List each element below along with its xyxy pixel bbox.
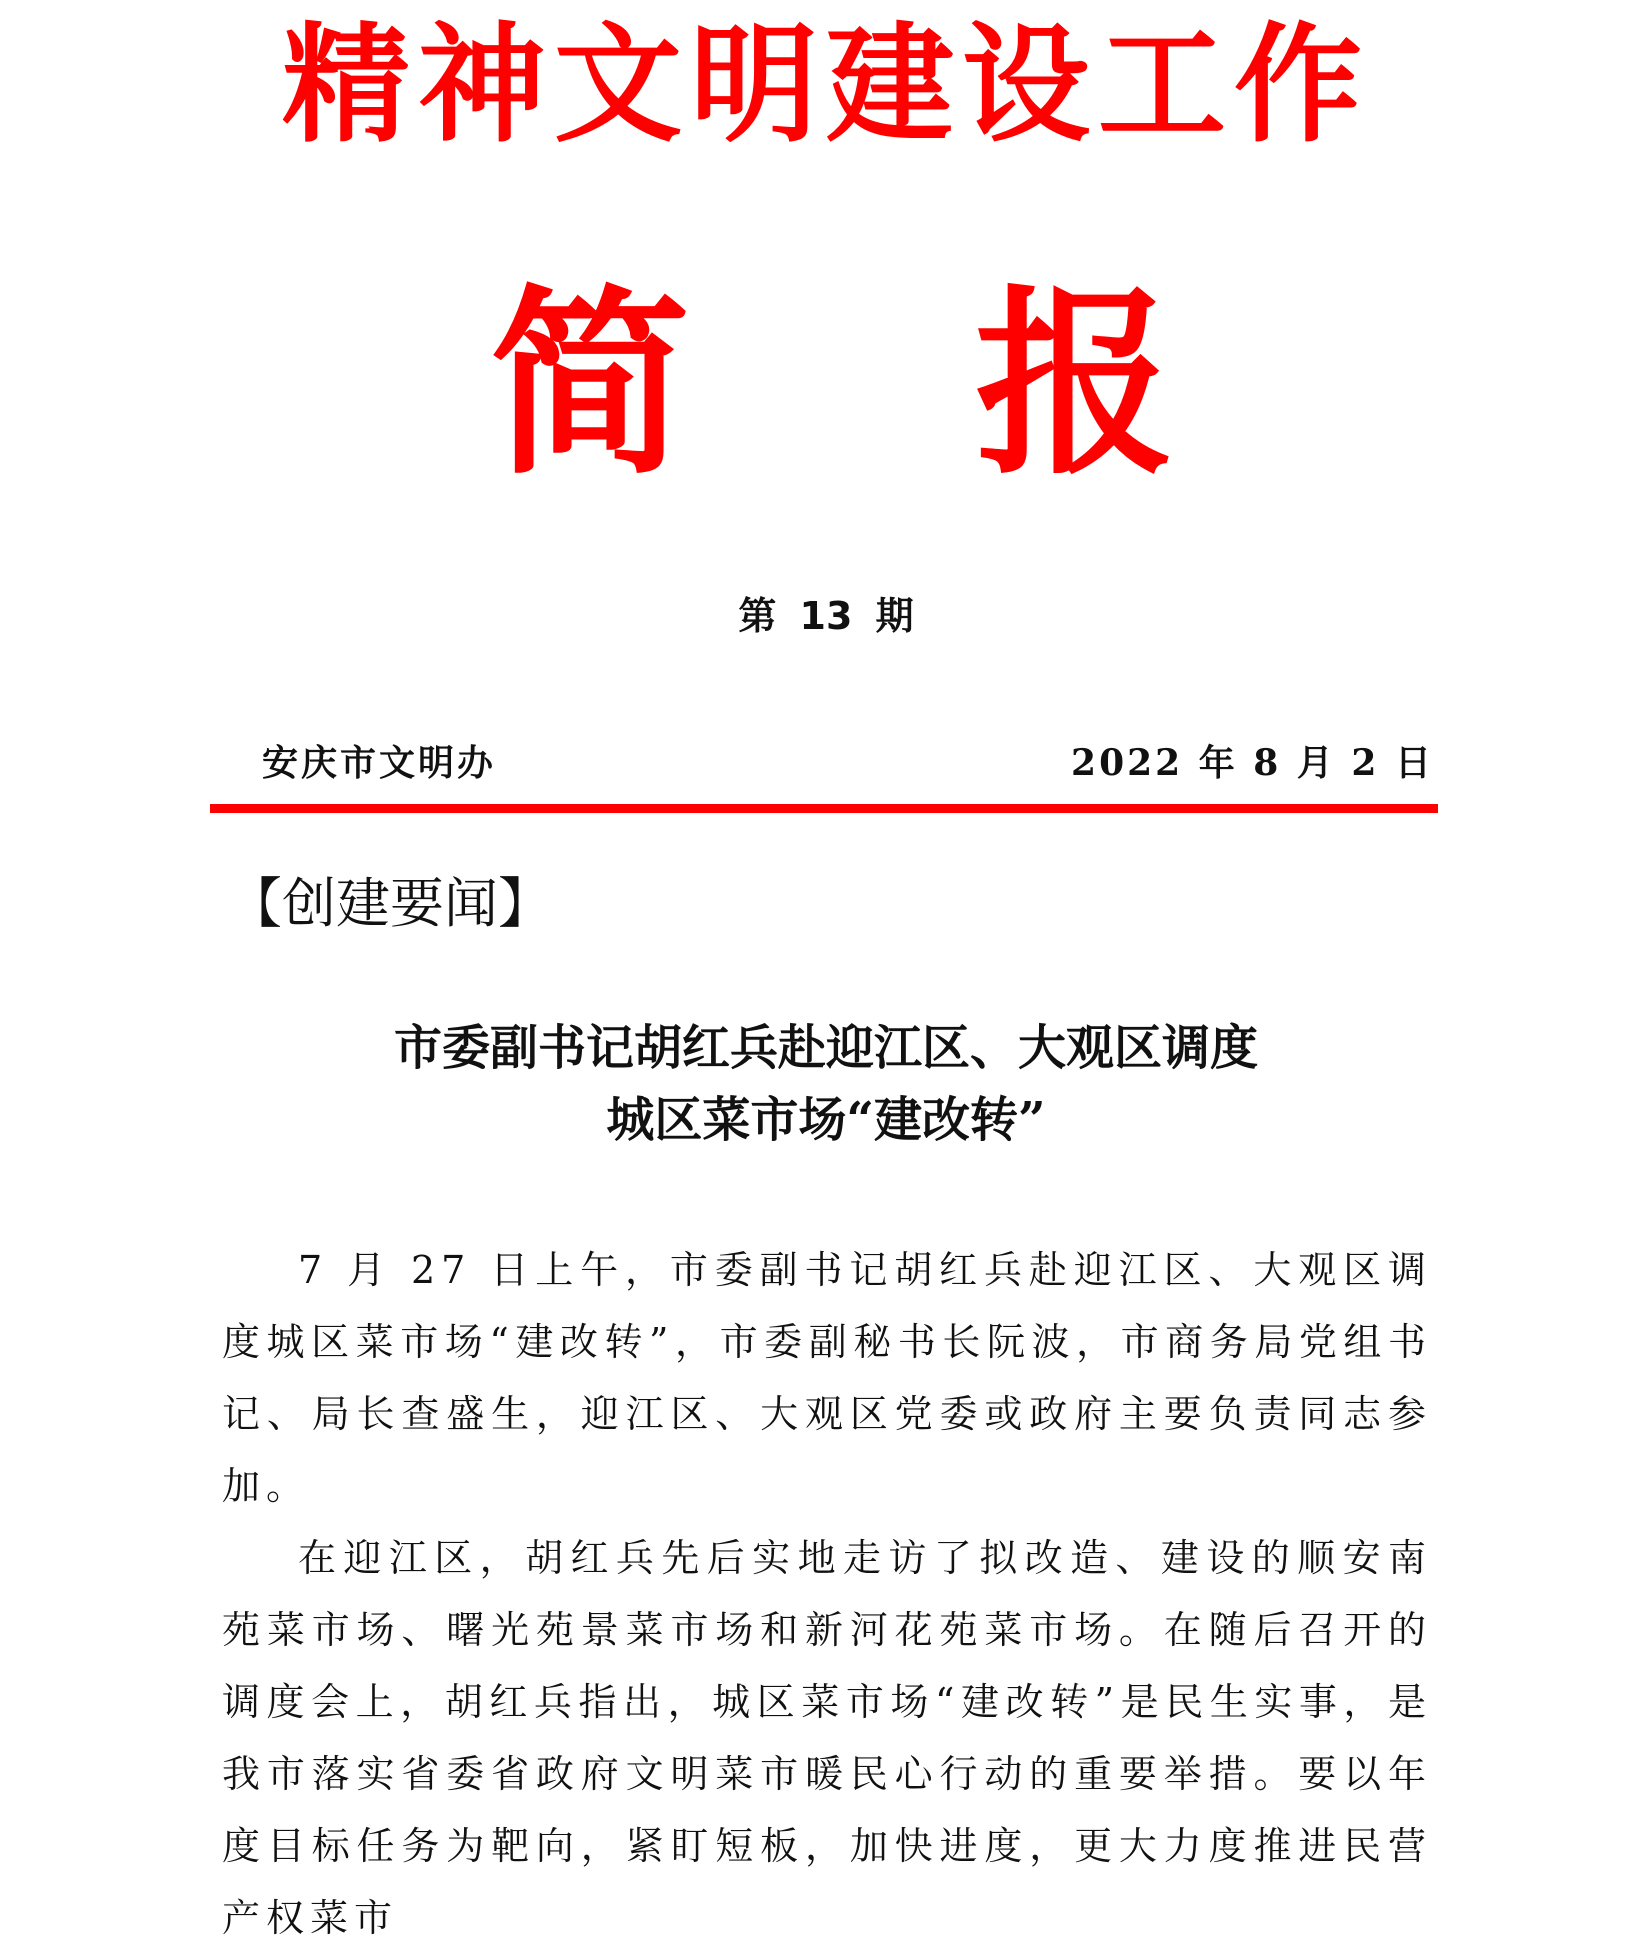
red-divider-line [210, 804, 1438, 813]
bulletin-title-char-2: 报 [975, 267, 1176, 502]
publisher-name: 安庆市文明办 [262, 742, 497, 784]
article-paragraph: 在迎江区，胡红兵先后实地走访了拟改造、建设的顺安南苑菜市场、曙光苑景菜市场和新河花苑菜市场。在随后召开的调度会上，胡红兵指出，城区菜市场“建改转”是民生实事，是我市落实省委省政府文明菜市暖民心行动的重要举措。要以年度目标任务为靶向，紧盯短板，加快进度，更大力度推进民营产权菜市 [222, 1536, 1432, 1940]
article-headline [0, 1012, 1652, 1156]
publish-date: 2022 年 8 月 2 日 [1071, 742, 1434, 784]
section-label: 【创建要闻】 [228, 872, 552, 935]
masthead-title: 精神文明建设工作 [281, 10, 1370, 160]
article-paragraph: 7 月 27 日上午，市委副书记胡红兵赴迎江区、大观区调度城区菜市场“建改转”，市委副秘书长阮波，市商务局党组书记、局长查盛生，迎江区、大观区党委或政府主要负责同志参加。 [222, 1248, 1432, 1508]
article-body [222, 1234, 1432, 1954]
bulletin-title [0, 267, 1652, 502]
headline-line-1: 市委副书记胡红兵赴迎江区、大观区调度 [393, 1020, 1258, 1076]
bulletin-title-char-1: 简 [490, 267, 691, 502]
headline-line-2: 城区菜市场“建改转” [606, 1092, 1046, 1148]
issue-number: 第 13 期 [738, 594, 914, 638]
